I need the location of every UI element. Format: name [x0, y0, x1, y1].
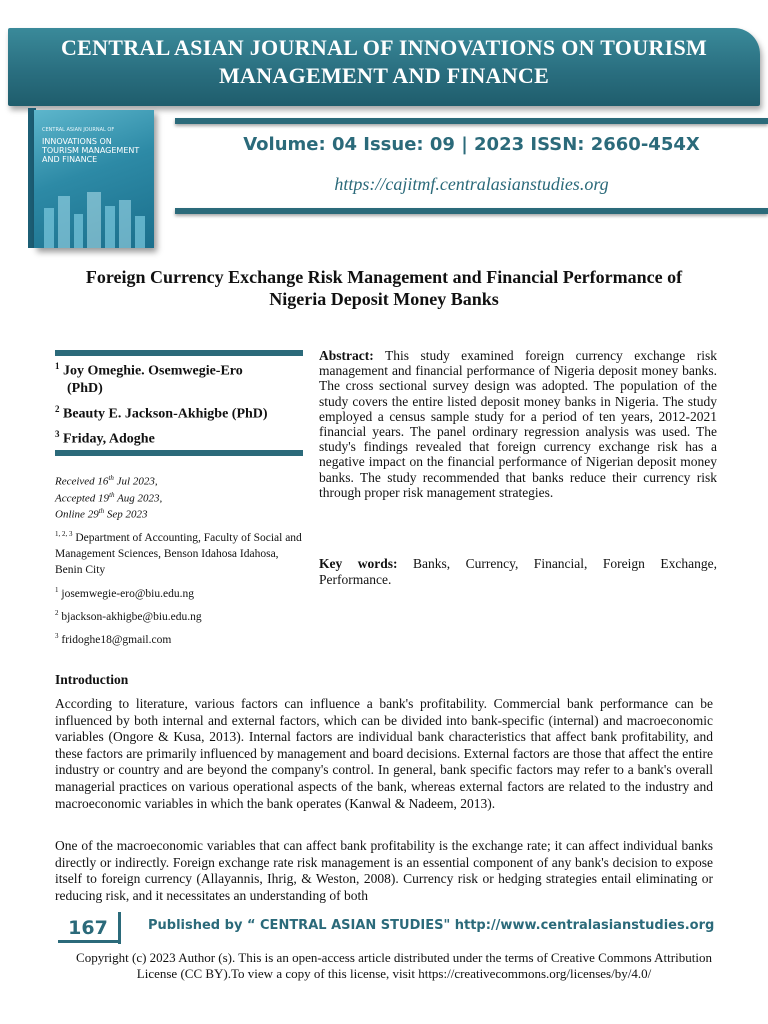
header-rule-top: [175, 118, 768, 124]
body-paragraph: According to literature, various factors can influence a bank's profitability. Commercial bank performance can be influenced by both internal and external factors, which can be divided into bank-specific (internal) and macroeconomic variables (Ongore & Kusa, 2013). Internal factors are individual bank characteristics that affect bank profitability, and these factors are primarily influenced by management and board decisions. External factors are those that affect the entire industry or country and are beyond the company's control. In general, bank specific factors may refer to a bank's overall managerial practices on various operational aspects of the bank, whereas external factors are related to the industry and macroeconomic variables in which the bank operates (Kanwal & Nadeem, 2013).: [55, 696, 713, 811]
received-date: Received 16th Jul 2023,: [55, 474, 158, 488]
author-rule-top: [55, 350, 303, 356]
introduction-heading: Introduction: [55, 672, 129, 687]
volume-issue-line: Volume: 04 Issue: 09 | 2023 ISSN: 2660-454X: [243, 134, 700, 155]
keywords-label: Key words:: [319, 556, 398, 571]
author-degree: (PhD): [67, 380, 103, 396]
author-item: [55, 401, 305, 423]
abstract: [319, 348, 717, 500]
cover-title-text: INNOVATIONS ON TOURISM MANAGEMENT AND FINANCE: [42, 137, 140, 164]
page-number-rule: [58, 940, 118, 943]
author-name: Friday, Adoghe: [63, 431, 155, 447]
author-email[interactable]: $^1$ josemwegie-ero@biu.edu.ng: [55, 586, 194, 600]
abstract-label: Abstract:: [319, 348, 374, 363]
article-title: Foreign Currency Exchange Risk Management and Financial Performance of Nigeria Deposit Money Banks: [85, 267, 683, 309]
author-item: [55, 358, 305, 397]
author-name: Beauty E. Jackson-Akhigbe (PhD): [63, 406, 268, 422]
online-date: Online 29th Sep 2023: [55, 507, 148, 521]
publisher-line: Published by “ CENTRAL ASIAN STUDIES" http://www.centralasianstudies.org: [148, 918, 715, 933]
author-sup: 3: [55, 429, 60, 440]
abstract-text: This study examined foreign currency exchange risk management and financial performance of Nigeria deposit money banks. The cross sectional survey design was adopted. The population of the study covers the entire listed deposit money banks in Nigeria. The study employed a census sample study for a period of ten years, 2012-2021 financial years. The panel ordinary regression analysis was used. The study's findings revealed that foreign currency exchange risk has a negative impact on the financial performance of Nigerian deposit money banks. The study recommended that banks reduce their currency risk through proper risk management strategies.: [319, 348, 717, 500]
author-sup: 1: [55, 361, 60, 371]
author-item: [55, 426, 305, 448]
author-affiliation: [55, 526, 305, 578]
page-number: 167: [58, 912, 121, 944]
keywords: [319, 556, 717, 588]
journal-name: CENTRAL ASIAN JOURNAL OF INNOVATIONS ON TOURISM MANAGEMENT AND FINANCE: [60, 35, 708, 88]
body-paragraph: One of the macroeconomic variables that can affect bank profitability is the exchange rate; it can affect individual banks directly or indirectly. Foreign exchange rate risk management is an essential component of any bank's decision to expose itself to foreign currency (Allayannis, Ihrig, & Weston, 2008). Currency risk or hedging strategies entail eliminating or reducing risk, and it necessitates an understanding of both: [55, 838, 713, 903]
author-sup: 2: [55, 403, 60, 414]
author-email[interactable]: $^2$ bjackson-akhigbe@biu.edu.ng: [55, 609, 202, 623]
journal-url-link[interactable]: https://cajitmf.centralasianstudies.org: [334, 174, 609, 194]
copyright-notice: Copyright (c) 2023 Author (s). This is an open-access article distributed under the terms of Creative Commons Attribution License (CC BY).To view a copy of this license, visit https://creativecommons.org/licenses/by/4.0/: [76, 950, 712, 981]
article-dates: [55, 472, 305, 522]
affiliation-sup: 1, 2, 3: [55, 530, 73, 538]
accepted-date: Accepted 19th Aug 2023,: [55, 490, 163, 505]
keywords-text: Banks, Currency, Financial, Foreign Exchange, Performance.: [319, 556, 717, 587]
author-rule-bottom: [55, 450, 303, 456]
affiliation-text: Department of Accounting, Faculty of Social and Management Sciences, Benson Idahosa Idahosa, Benin City: [55, 531, 302, 576]
author-name: Joy Omeghie. Osemwegie-Ero: [63, 363, 243, 379]
journal-cover-image: [34, 110, 154, 248]
cover-small-text: CENTRAL ASIAN JOURNAL OF: [42, 127, 115, 133]
author-list: [55, 358, 305, 452]
cover-text: [42, 126, 146, 164]
header-rule-bottom: [175, 208, 768, 214]
cover-skyline-graphic: [34, 188, 154, 248]
author-email[interactable]: $^3$ fridoghe18@gmail.com: [55, 632, 172, 646]
